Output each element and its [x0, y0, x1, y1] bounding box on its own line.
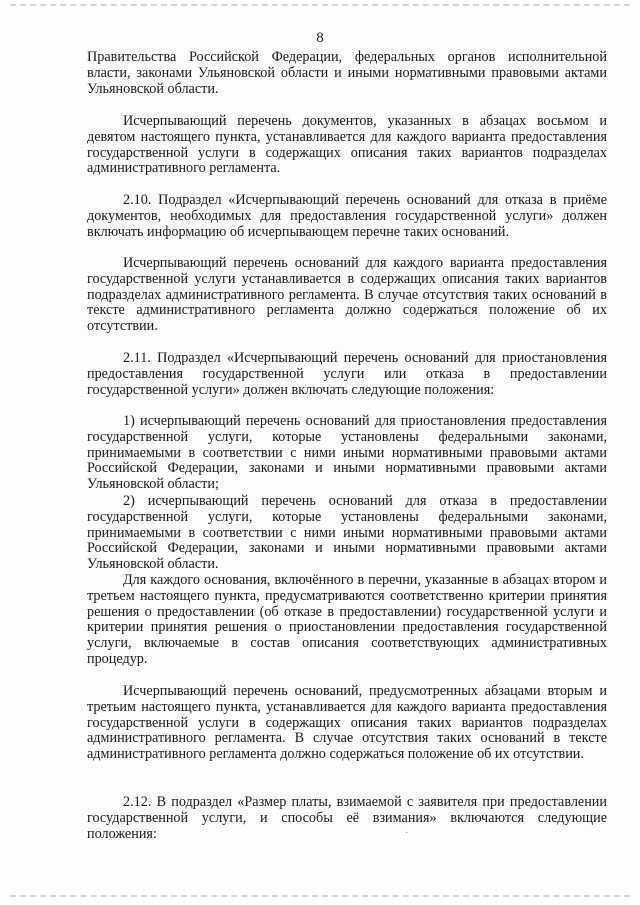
paragraph: Исчерпывающий перечень оснований, предусмотренных абзацами вторым и третьим настоящего пункта, устанавливается для каждого варианта предоставления государственной услуги в содержащих описания таких вариантов подразделах административного регламента. В случае отсутствия таких оснований в тексте административного регламента должно содержаться положение об их отсутствии.	[87, 683, 607, 762]
scan-edge-bottom	[10, 895, 630, 899]
list-item-1: 1) исчерпывающий перечень оснований для приостановления предоставления государственной услуги, которые установлены федеральными законами, принимаемыми в соответствии с ними иными нормативными правовыми актами Российской Федерации, законами и иными нормативными правовыми актами Ульяновской области;	[87, 413, 607, 492]
paragraph: Для каждого основания, включённого в перечни, указанные в абзацах втором и третьем настоящего пункта, предусматриваются соответственно критерии принятия решения о предоставлении (об отказе в предоставлении) государственной услуги и критерии принятия решения о приостановлении предоставления государственной услуги, включаемые в состав описания соответствующих административных процедур.	[87, 572, 607, 667]
scan-speck: ·	[405, 828, 409, 839]
paragraph: Исчерпывающий перечень оснований для каждого варианта предоставления государственной услуги устанавливается в содержащих описания таких вариантов подразделах административного регламента. В случае отсутствия таких оснований в тексте административного регламента должно содержаться положение об их отсутствии.	[87, 255, 607, 334]
document-body	[87, 50, 607, 843]
paragraph: Исчерпывающий перечень документов, указанных в абзацах восьмом и девятом настоящего пункта, устанавливается для каждого варианта предоставления государственной услуги в содержащих описания таких вариантов подразделах административного регламента.	[87, 113, 607, 177]
paragraph-section-2-11: 2.11. Подраздел «Исчерпывающий перечень оснований для приостановления предоставления государственной услуги или отказа в предоставлении государственной услуги» должен включать следующие положения:	[87, 350, 607, 398]
page-number: 8	[316, 30, 324, 46]
paragraph-section-2-12: 2.12. В подраздел «Размер платы, взимаемой с заявителя при предоставлении государственной услуги, и способы её взимания» включаются следующие положения:	[87, 794, 607, 842]
list-item-2: 2) исчерпывающий перечень оснований для отказа в предоставлении государственной услуги, которые установлены федеральными законами, принимаемыми в соответствии с ними иными нормативными правовыми актами Российской Федерации, законами и иными нормативными правовыми актами Ульяновской области.	[87, 493, 607, 572]
paragraph-continuation: Правительства Российской Федерации, федеральных органов исполнительной власти, законами Ульяновской области и иными нормативными правовыми актами Ульяновской области.	[87, 49, 607, 97]
paragraph-section-2-10: 2.10. Подраздел «Исчерпывающий перечень оснований для отказа в приёме документов, необходимых для предоставления государственной услуги» должен включать информацию об исчерпывающем перечне таких оснований.	[87, 192, 607, 240]
scan-edge-top	[10, 4, 630, 8]
